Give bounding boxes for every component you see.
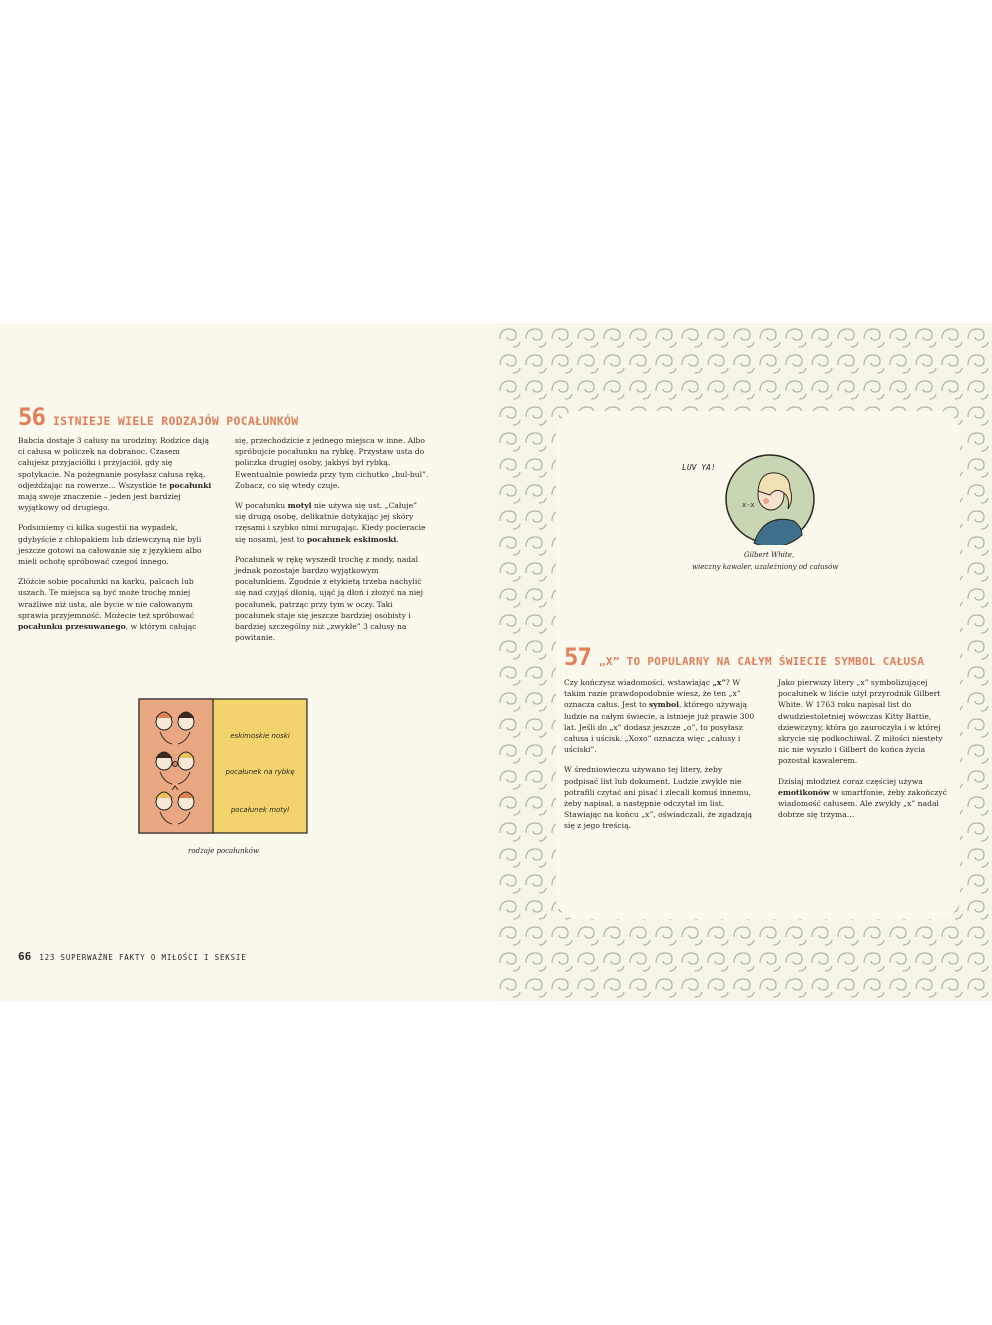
section-title: ISTNIEJE WIELE RODZAJÓW POCAŁUNKÓW <box>52 414 299 428</box>
section-57-heading <box>564 643 924 671</box>
left-column-2 <box>235 435 430 652</box>
paragraph: Jako pierwszy litery „x” symbolizującej pocałunek w liście użył przyrodnik Gilbert White. W 1763 roku napisał list do dwudziestoletniej wówczas Kitty Battie, dziewczyny, która go zauroczyła i w której skrycie się podkochiwał. Z miłości niestety nic nie wyszło i Gilbert do końca życia pozostał kawalerem. <box>778 678 943 766</box>
paragraph: W pocałunku motyl nie używa się ust. „Całuje” się drugą osobę, delikatnie dotykając jej skóry rzęsami i szybko nimi mrugając. Kiedy pocieracie się nosami, jest to pocałunek eskimoski. <box>235 501 426 544</box>
paragraph: W średniowieczu używano tej litery, żeby podpisać list lub dokument. Ludzie zwykle nie potrafili czytać ani pisać i zlecali komuś innemu, żeby napisał, a następnie odczytał im list. Stawiając na końcu „x”, oświadczali, że zgadzają się z jego treścią. <box>564 765 752 831</box>
paragraph: się, przechodzicie z jednego miejsca w inne. Albo spróbujcie pocałunku na rybkę. Przystaw usta do policzka drugiej osoby, jakbyś był rybką. Ewentualnie powiedz przy tym cichutko „bul-bul”. Zobacz, co się wtedy czuje. <box>235 436 429 490</box>
illustration-caption: rodzaje pocałunków <box>188 847 259 855</box>
section-title: „X” TO POPULARNY NA CAŁYM ŚWIECIE SYMBOL CAŁUSA <box>598 655 925 668</box>
left-column-1 <box>18 435 213 641</box>
right-column-2 <box>778 677 956 829</box>
label-eskimo: eskimoskie noski <box>230 732 290 740</box>
right-column-1 <box>564 677 756 841</box>
paragraph: Złóżcie sobie pocałunki na karku, palcach lub uszach. Te miejsca są być może trochę mniej wrażliwe niż usta, ale bycie w nie całowanym sprawia przyjemność. Możecie też spróbować pocałunku przesuwanego, w którym całując <box>18 577 197 632</box>
label-butterfly: pocałunek motyl <box>230 806 290 814</box>
section-number: 57 <box>564 643 591 671</box>
paragraph: Pocałunek w rękę wyszedł trochę z mody, nadal jednak pozostaje bardzo wyjątkowym pocałunkiem. Zgodnie z etykietą trzeba nachylić się nad czyjąś dłonią, ująć ją dłoń i złożyć na niej pocałunek, patrząc przy tym w oczy. Taki pocałunek staje się jeszcze bardziej osobisty i bardziej szczególny niż „zwykłe” 3 całusy na powitanie. <box>235 554 424 643</box>
gilbert-white-portrait <box>724 453 816 545</box>
section-number: 56 <box>18 403 45 431</box>
book-title: 123 SUPERWAŻNE FAKTY O MIŁOŚCI I SEKSIE <box>39 953 247 962</box>
paragraph: Babcia dostaje 3 całusy na urodziny. Rodzice dają ci całusa w policzek na dobranoc. Czasem całujesz przyjaciółki i przyjaciół, gdy się spotykacie. Na pożegnanie posyłasz całusa ręką, odjeżdżając na rowerze… Wszystkie te pocałunki mają swoje znaczenie – jeden jest bardziej wyjątkowy od drugiego. <box>18 436 212 513</box>
left-page <box>0 323 496 1001</box>
page-footer <box>18 950 247 963</box>
paragraph: Czy kończysz wiadomości, wstawiając „x”? W takim razie prawdopodobnie wiesz, że ten „x” oznacza całus. Jest to symbol, którego używają ludzie na całym świecie, a istnieje już prawie 300 lat. Jeśli do „x” dodasz jeszcze „o”, to posyłasz całusa i uścisk. „Xoxo” oznacza więc „całusy i uściski”. <box>564 678 755 755</box>
label-fish: pocałunek na rybkę <box>225 768 295 776</box>
section-56-heading <box>18 403 299 431</box>
kiss-types-card-drawing <box>138 698 308 834</box>
portrait-caption-name: Gilbert White, <box>744 551 795 559</box>
speech-bubble-text: LUV YA! <box>682 463 716 472</box>
svg-text:x-x: x-x <box>742 501 755 509</box>
paragraph: Dzisiaj młodzież coraz częściej używa emotikonów w smartfonie, żeby zakończyć wiadomość całusem. Ale zwykły „x” nadal dobrze się trzyma… <box>778 776 947 820</box>
paragraph: Podsuniemy ci kilka sugestii na wypadek, gdybyście z chłopakiem lub dziewczyną nie byli jeszcze gotowi na całowanie się z językiem albo mieli ochotę spróbować czegoś innego. <box>18 523 202 567</box>
right-page <box>496 323 992 1001</box>
kiss-types-illustration <box>138 698 308 834</box>
portrait-caption-desc: wieczny kawaler, uzależniony od całusów <box>692 563 839 571</box>
book-spread <box>0 323 992 1001</box>
page-number: 66 <box>18 950 32 963</box>
